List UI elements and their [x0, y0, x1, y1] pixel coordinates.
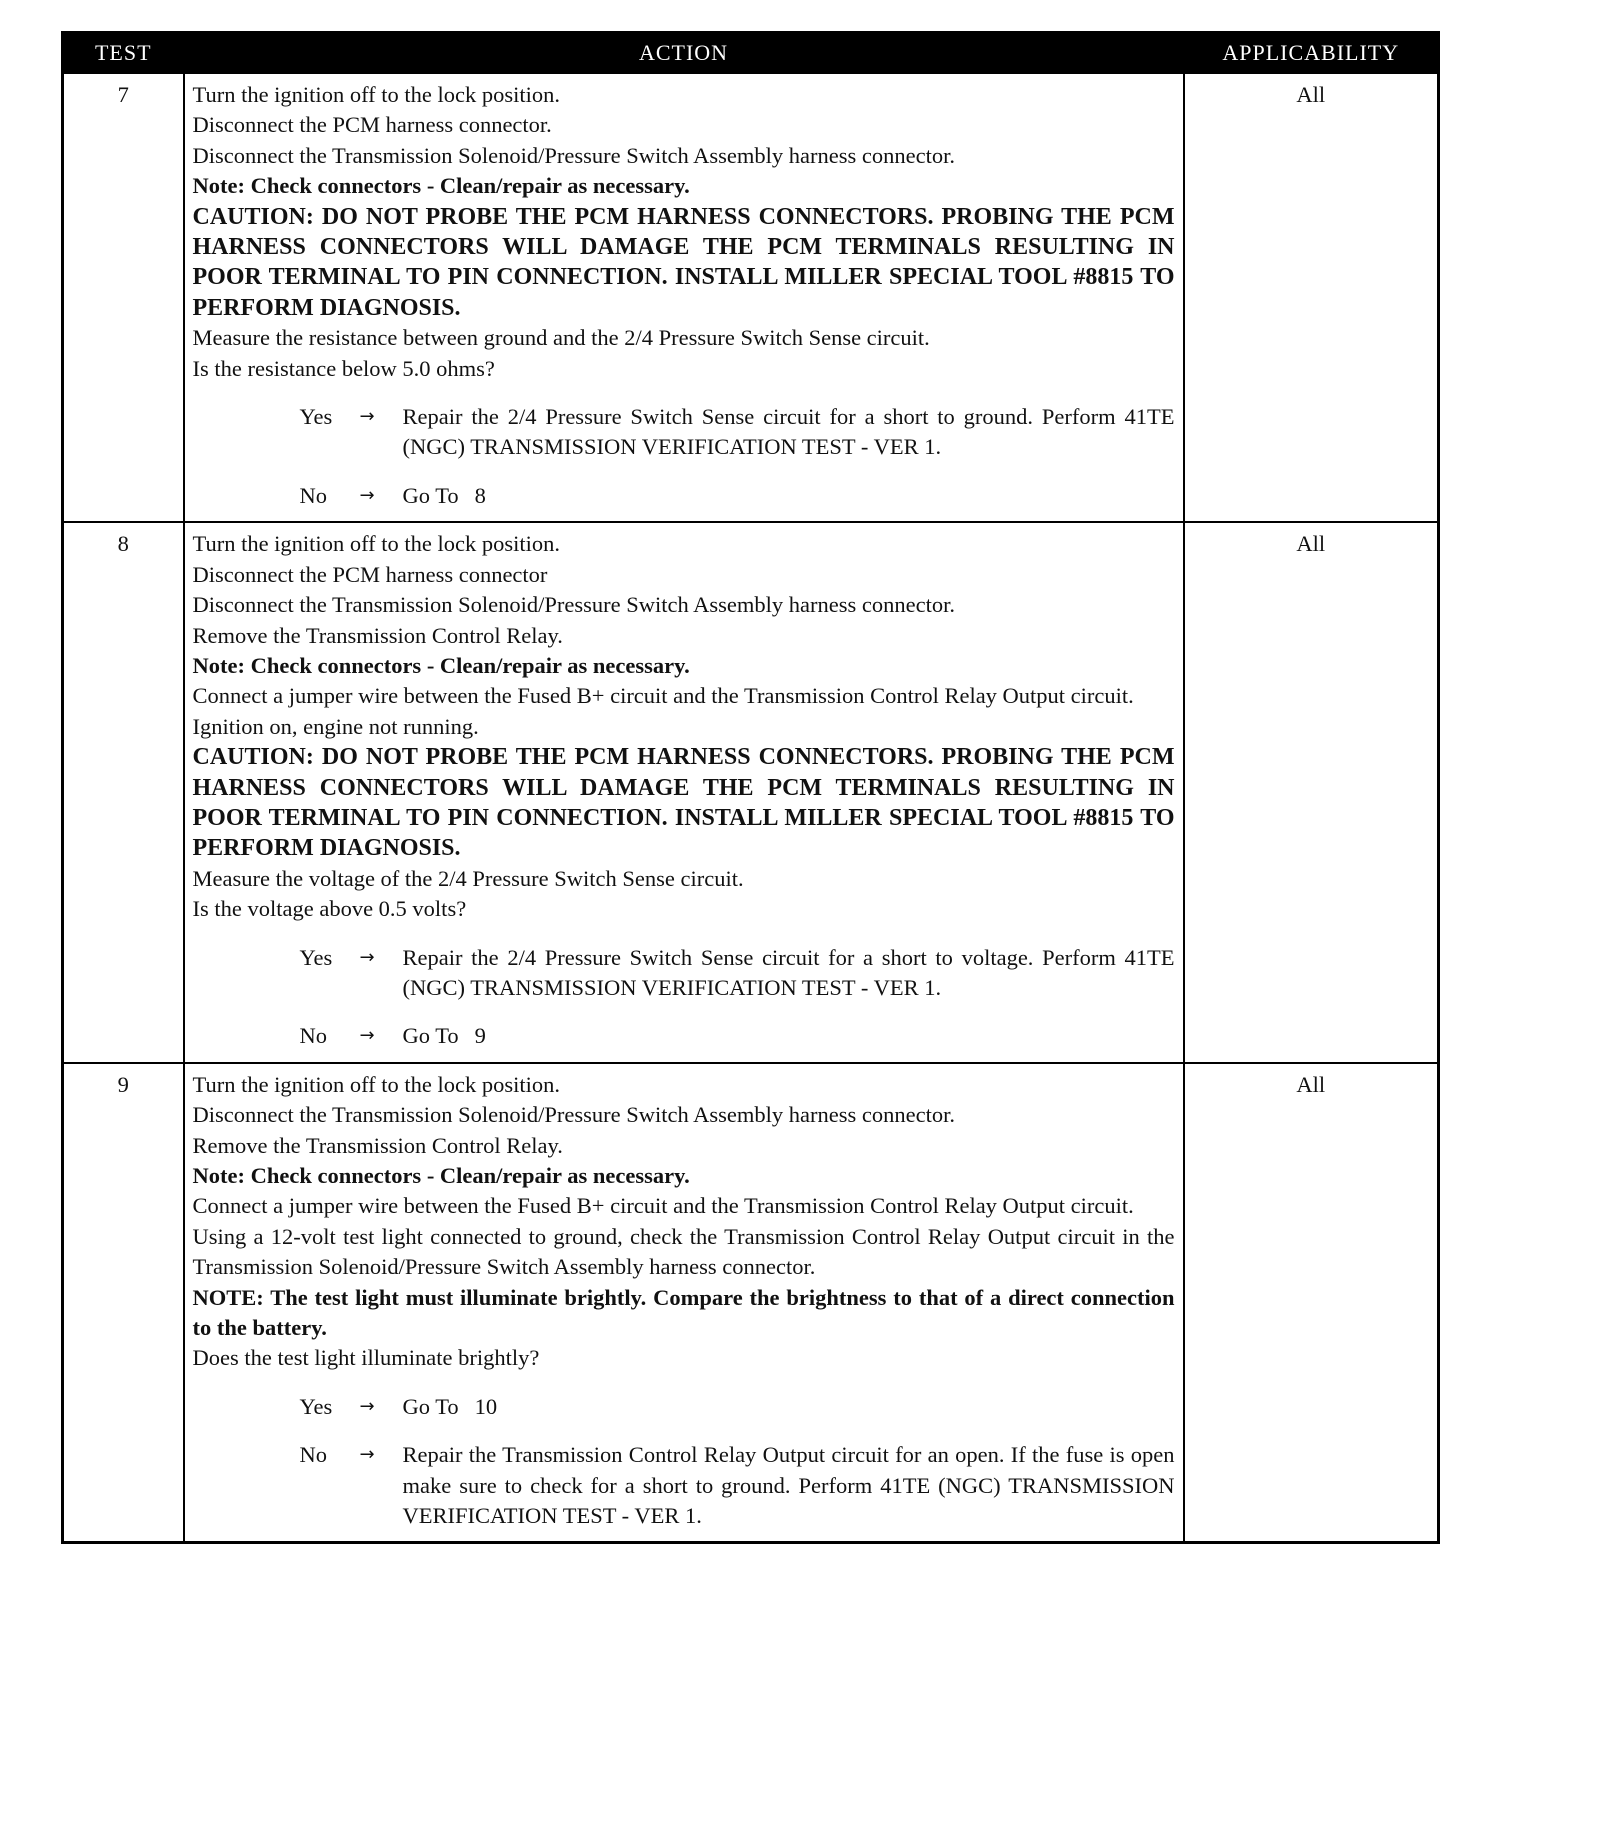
instruction-text: Turn the ignition off to the lock position. [192, 531, 561, 557]
outcome-list [193, 402, 1175, 511]
instruction-text: Measure the resistance between ground and the 2/4 Pressure Switch Sense circuit. [192, 325, 930, 351]
outcome-text [403, 943, 1175, 1004]
goto-text[interactable]: Go To [402, 1393, 459, 1419]
outcome-yes [193, 1392, 1175, 1422]
outcome-list [193, 1392, 1175, 1532]
outcome-label: No [299, 482, 327, 508]
instruction-text: Using a 12-volt test light connected to ground, check the Transmission Control Relay Output circuit in the Transmission Solenoid/Pressure Switch Assembly harness connector. [192, 1223, 1175, 1280]
applicability-cell: All [1184, 522, 1439, 1063]
outcome-yes [193, 943, 1175, 1004]
arrow-right-icon: → [359, 406, 375, 428]
outcome-label: No [299, 1023, 327, 1049]
note-text: Note: Check connectors - Clean/repair as necessary. [192, 1163, 690, 1188]
outcome-label: Yes [299, 404, 333, 430]
arrow-right-icon: → [359, 484, 375, 506]
action-cell [184, 1063, 1184, 1543]
applicability-cell: All [1184, 1063, 1439, 1543]
repair-instruction: Repair the Transmission Control Relay Output circuit for an open. If the fuse is open make sure to check for a short to ground. Perform 41TE (NGC) TRANSMISSION VERIFICATION TEST - VER 1. [402, 1442, 1175, 1529]
outcome-label: Yes [299, 944, 333, 970]
caution-text: CAUTION: DO NOT PROBE THE PCM HARNESS CONNECTORS. PROBING THE PCM HARNESS CONNECTORS WILL DAMAGE THE PCM TERMINALS RESULTING IN POOR TERMINAL TO PIN CONNECTION. INSTALL MILLER SPECIAL TOOL #8815 TO PERFORM DIAGNOSIS. [192, 744, 1175, 862]
goto-test-number[interactable]: 8 [474, 482, 486, 508]
table-row [63, 73, 1439, 522]
header-action: ACTION [184, 33, 1184, 74]
instruction-text: Remove the Transmission Control Relay. [192, 1132, 563, 1158]
outcome-no [193, 1440, 1175, 1531]
instruction-text: Connect a jumper wire between the Fused B+ circuit and the Transmission Control Relay Output circuit. [192, 1193, 1134, 1219]
table-body [63, 73, 1439, 1543]
note-text: NOTE: The test light must illuminate brightly. Compare the brightness to that of a direct connection to the battery. [192, 1284, 1175, 1341]
outcome-list [193, 943, 1175, 1052]
outcome-text [403, 1440, 1175, 1531]
arrow-right-icon: → [359, 946, 375, 968]
outcome-label: Yes [299, 1393, 333, 1419]
goto-text[interactable]: Go To [402, 482, 459, 508]
instruction-text: Disconnect the PCM harness connector [192, 561, 548, 587]
repair-instruction: Repair the 2/4 Pressure Switch Sense circuit for a short to voltage. Perform 41TE (NGC) TRANSMISSION VERIFICATION TEST - VER 1. [402, 944, 1175, 1000]
header-applicability: APPLICABILITY [1184, 33, 1439, 74]
test-number: 7 [63, 73, 184, 522]
instruction-text: Remove the Transmission Control Relay. [192, 622, 563, 648]
header-test: TEST [63, 33, 184, 74]
instruction-text: Turn the ignition off to the lock position. [192, 1071, 561, 1097]
note-text: Note: Check connectors - Clean/repair as necessary. [192, 173, 690, 199]
instruction-text: Connect a jumper wire between the Fused B+ circuit and the Transmission Control Relay Output circuit. [192, 683, 1134, 709]
goto-test-number[interactable]: 10 [474, 1393, 498, 1419]
instruction-text: Is the resistance below 5.0 ohms? [192, 355, 495, 381]
outcome-label: No [299, 1442, 327, 1468]
arrow-right-icon: → [359, 1444, 375, 1466]
instruction-text: Is the voltage above 0.5 volts? [192, 896, 467, 922]
caution-text: CAUTION: DO NOT PROBE THE PCM HARNESS CONNECTORS. PROBING THE PCM HARNESS CONNECTORS WILL DAMAGE THE PCM TERMINALS RESULTING IN POOR TERMINAL TO PIN CONNECTION. INSTALL MILLER SPECIAL TOOL #8815 TO PERFORM DIAGNOSIS. [192, 203, 1175, 321]
table-row [63, 1063, 1439, 1543]
repair-instruction: Repair the 2/4 Pressure Switch Sense circuit for a short to ground. Perform 41TE (NGC) TRANSMISSION VERIFICATION TEST - VER 1. [402, 404, 1175, 460]
table-row [63, 522, 1439, 1063]
table-header-row [63, 33, 1439, 74]
diagnostic-test-table [61, 31, 1440, 1544]
instruction-text: Disconnect the Transmission Solenoid/Pressure Switch Assembly harness connector. [192, 1102, 955, 1128]
outcome-text [403, 402, 1175, 463]
outcome-text [403, 1021, 1175, 1051]
instruction-text: Disconnect the Transmission Solenoid/Pressure Switch Assembly harness connector. [192, 592, 955, 618]
instruction-text: Does the test light illuminate brightly? [192, 1345, 540, 1371]
outcome-no [193, 1021, 1175, 1051]
outcome-text [403, 1392, 1175, 1422]
applicability-cell: All [1184, 73, 1439, 522]
outcome-text [403, 481, 1175, 511]
test-number: 9 [63, 1063, 184, 1543]
goto-text[interactable]: Go To [402, 1023, 459, 1049]
note-text: Note: Check connectors - Clean/repair as necessary. [192, 652, 690, 678]
outcome-yes [193, 402, 1175, 463]
arrow-right-icon: → [359, 1025, 375, 1047]
goto-test-number[interactable]: 9 [474, 1023, 486, 1049]
instruction-text: Measure the voltage of the 2/4 Pressure Switch Sense circuit. [192, 865, 744, 891]
instruction-text: Disconnect the PCM harness connector. [192, 112, 552, 138]
arrow-right-icon: → [359, 1395, 375, 1417]
instruction-text: Disconnect the Transmission Solenoid/Pressure Switch Assembly harness connector. [192, 142, 955, 168]
outcome-no [193, 481, 1175, 511]
test-number: 8 [63, 522, 184, 1063]
action-cell [184, 522, 1184, 1063]
action-cell [184, 73, 1184, 522]
instruction-text: Ignition on, engine not running. [192, 713, 479, 739]
instruction-text: Turn the ignition off to the lock position. [192, 82, 561, 107]
